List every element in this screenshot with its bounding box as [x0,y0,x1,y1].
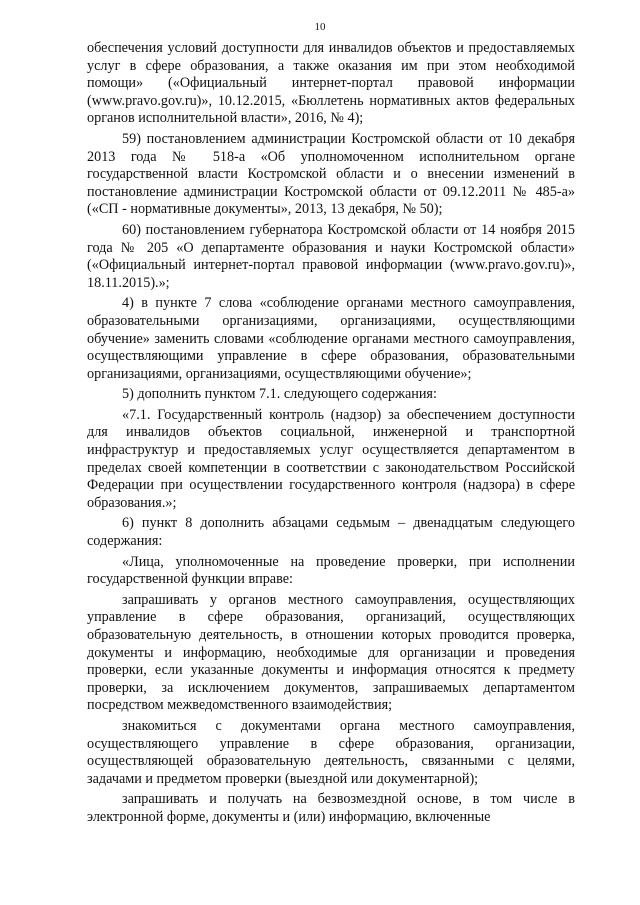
document-body [87,40,575,830]
paragraph-clause-7-1: «7.1. Государственный контроль (надзор) за обеспечением доступности для инвалидов объектов социальной, инженерной и транспортной инфраструктур и предоставляемых услуг осуществляется департаментом в пределах своей компетенции в соответствии с законодательством Российской Федерации при осуществлении государственного контроля (надзора) в сфере образования.»; [87,406,575,511]
paragraph-review-documents: знакомиться с документами органа местного самоуправления, осуществляющего управление в сфере образования, организации, осуществляющей образовательную деятельность, связанными с целями, задачами и предметом проверки (выездной или документарной); [87,717,575,787]
paragraph-continuation: обеспечения условий доступности для инвалидов объектов и предоставляемых услуг в сфере образования, а также оказания им при этом необходимой помощи» («Официальный интернет-портал правовой информации (www.pravo.gov.ru)», 10.12.2015, «Бюллетень нормативных актов федеральных органов исполнительной власти», 2016, № 4); [87,40,575,127]
paragraph-inspectors-rights: «Лица, уполномоченные на проведение проверки, при исполнении государственной функции вправе: [87,553,575,588]
paragraph-point-5: 5) дополнить пунктом 7.1. следующего содержания: [122,386,437,403]
paragraph-request-free: запрашивать и получать на безвозмездной основе, в том числе в электронной форме, документы и (или) информацию, включенные [87,791,575,825]
paragraph-point-6: 6) пункт 8 дополнить абзацами седьмым – двенадцатым следующего содержания: [87,515,575,550]
paragraph-item-59: 59) постановлением администрации Костромской области от 10 декабря 2013 года № 518-а «Об уполномоченном исполнительном органе государственной власти Костромской области и о внесении изменений в постановление администрации Костромской области от 09.12.2011 № 485-а» («СП - нормативные документы», 2013, 13 декабря, № 50); [87,130,575,218]
paragraph-point-4: 4) в пункте 7 слова «соблюдение органами местного самоуправления, образовательными организациями, организациями, осуществляющими обучение» заменить словами «соблюдение органами местного самоуправления, осуществляющими управление в сфере образования, образовательными организациями, организациями, осуществляющими обучение»; [87,295,575,382]
page-number: 10 [314,21,326,33]
paragraph-item-60: 60) постановлением губернатора Костромской области от 14 ноября 2015 года № 205 «О департаменте образования и науки Костромской области» («Официальный интернет-портал правовой информации (www.pravo.gov.ru)», 18.11.2015).»; [87,221,575,291]
paragraph-request-documents: запрашивать у органов местного самоуправления, осуществляющих управление в сфере образования, организаций, осуществляющих образовательную деятельность, в отношении которых проводится проверка, документы и информацию, необходимые для организации и проведения проверки, если указанные документы и информация относятся к предмету проверки, за исключением документов, запрашиваемых департаментом посредством межведомственного взаимодействия; [87,591,575,714]
